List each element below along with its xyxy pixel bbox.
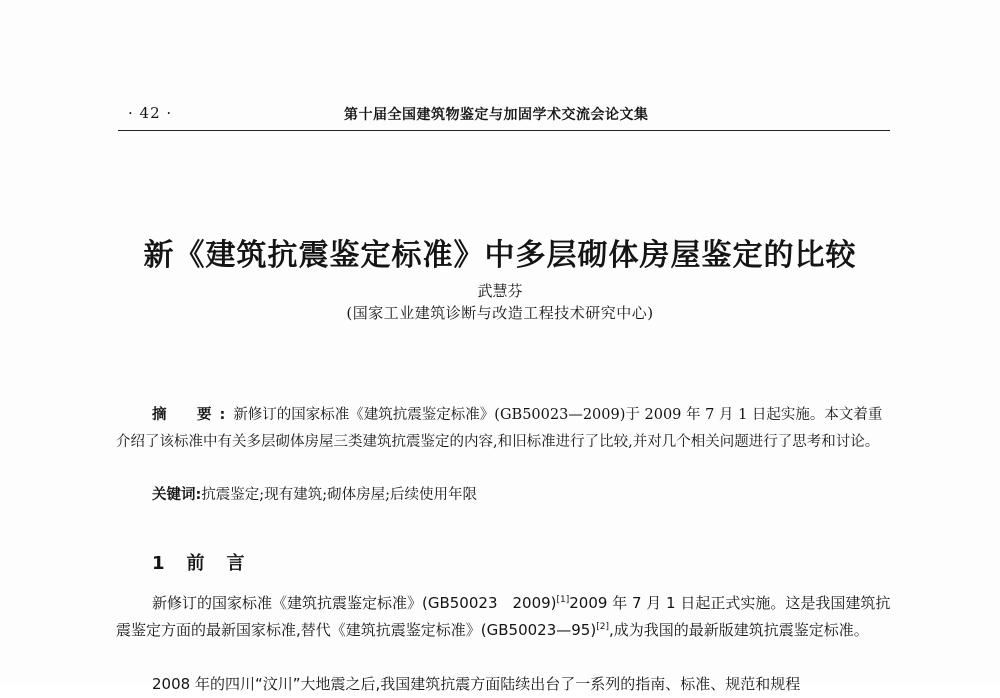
reference-marker: [2]: [596, 622, 609, 632]
section-number: 1: [152, 553, 165, 574]
section-title: 前言: [186, 553, 267, 574]
abstract-text: 新修订的国家标准《建筑抗震鉴定标准》(GB50023—2009)于 2009 年 7 月 1 日起实施。本文着重介绍了该标准中有关多层砌体房屋三类建筑抗震鉴定的内容,和旧标准进行了比较,并对几个相关问题进行了思考和讨论。: [116, 407, 883, 450]
body-paragraph: [116, 590, 892, 644]
paragraph-text-part3: ,成为我国的最新版建筑抗震鉴定标准。: [608, 621, 869, 639]
paragraph-text-partial: 2008 年的四川“汶川”大地震之后,我国建筑抗震方面陆续出台了一系列的指南、标准、规范和规程: [152, 675, 801, 693]
keywords-text: 抗震鉴定;现有建筑;砌体房屋;后续使用年限: [201, 487, 477, 503]
running-title: 第十届全国建筑物鉴定与加固学术交流会论文集: [344, 107, 649, 123]
body-paragraph-partial: [116, 671, 892, 698]
abstract-label: 摘 要:: [152, 407, 234, 423]
page-header: [118, 100, 890, 131]
section-heading: [152, 549, 267, 575]
paper-affiliation: (国家工业建筑诊断与改造工程技术研究中心): [346, 304, 654, 322]
paragraph-text-part2: 2009 年 7 月 1 日起正式实施。这是我国建筑抗震鉴定方面的最新国家标准,替代《建筑抗震鉴定标准》(GB50023—95): [116, 594, 891, 639]
abstract: [116, 402, 892, 456]
reference-marker: [1]: [556, 595, 570, 605]
keywords: [152, 482, 892, 509]
keywords-label: 关键词:: [152, 487, 202, 503]
page-number: · 42 ·: [128, 104, 173, 122]
paper-title: 新《建筑抗震鉴定标准》中多层砌体房屋鉴定的比较: [143, 238, 857, 273]
paper-author: 武慧芬: [477, 282, 523, 300]
paragraph-text-part1: 新修订的国家标准《建筑抗震鉴定标准》(GB50023 2009): [152, 594, 557, 612]
